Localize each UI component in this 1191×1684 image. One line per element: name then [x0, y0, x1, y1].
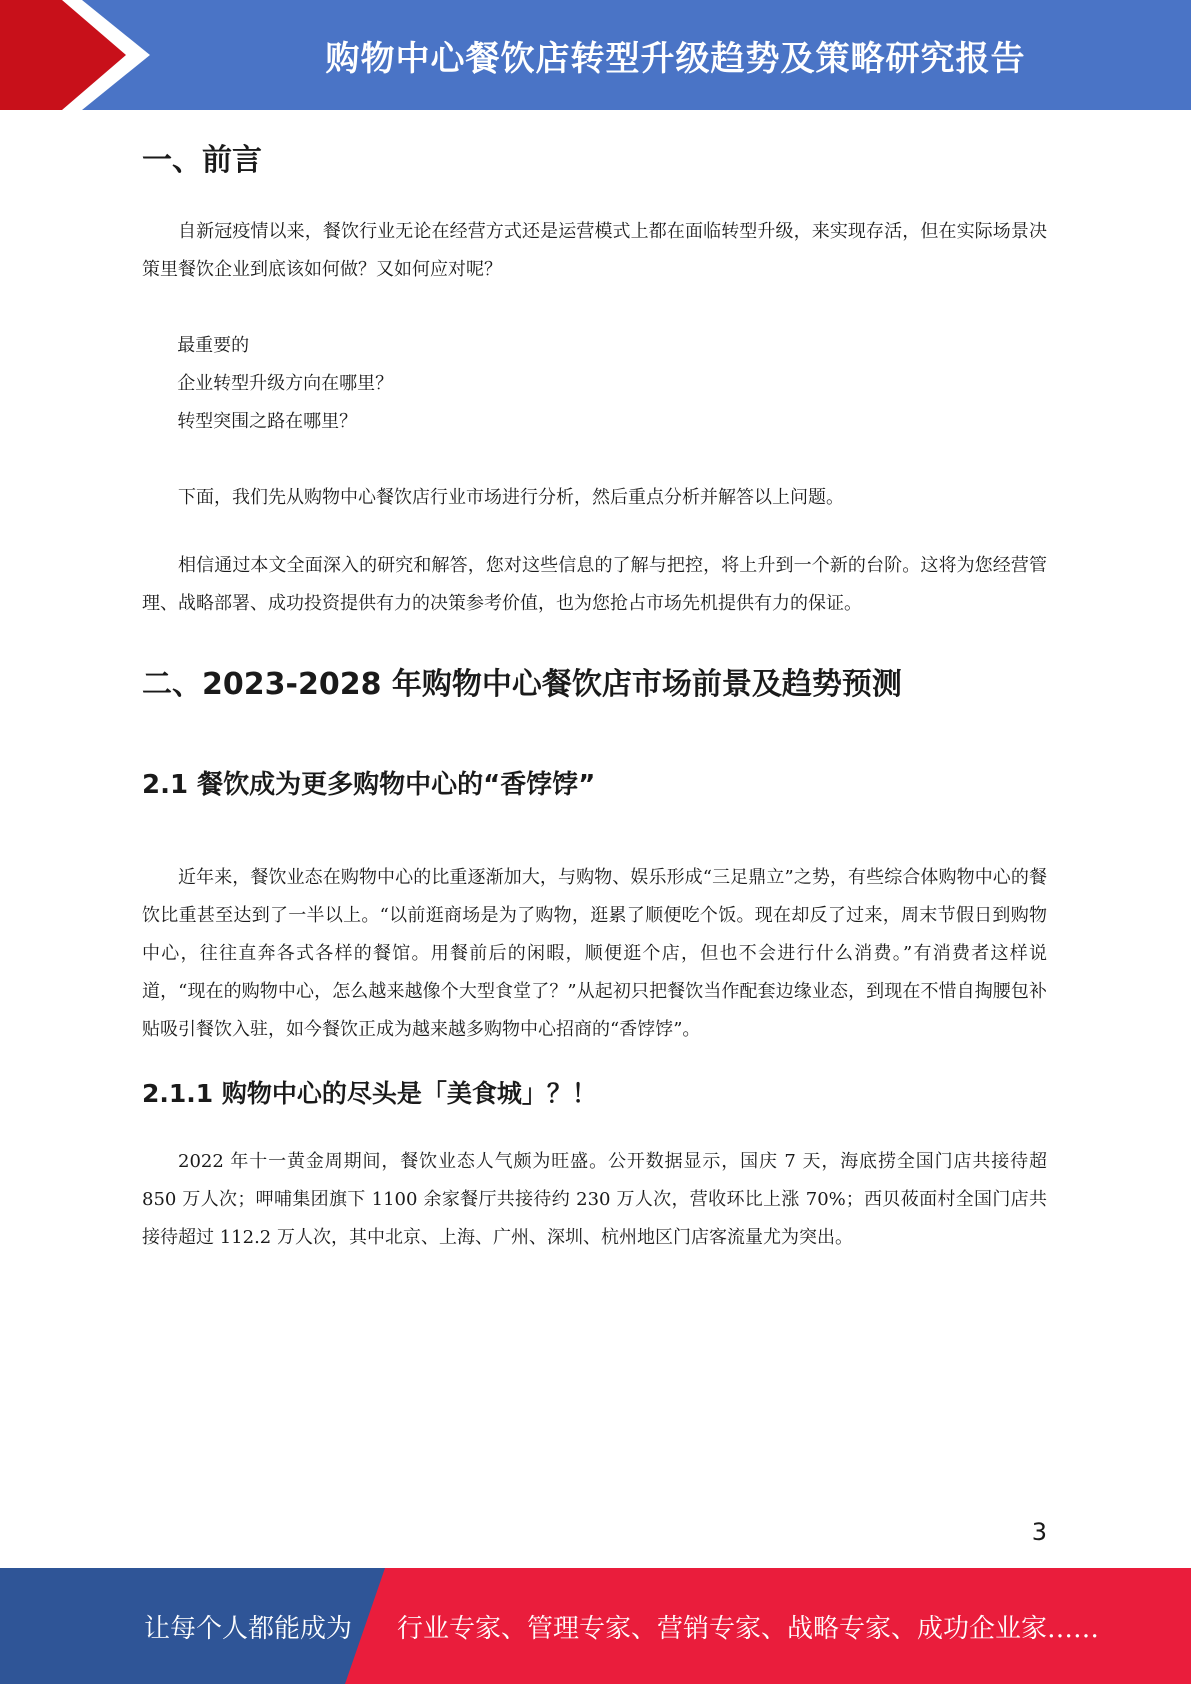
footer-slogan-right: 行业专家、管理专家、营销专家、战略专家、成功企业家…… [397, 1613, 1100, 1644]
footer-banner [0, 1568, 1191, 1684]
section-heading-forecast: 二、2023-2028 年购物中心餐饮店市场前景及趋势预测 [142, 667, 902, 702]
question-list [142, 327, 1047, 441]
list-item: 企业转型升级方向在哪里？ [177, 373, 394, 394]
subsection-heading-2-1-1: 2.1.1 购物中心的尽头是「美食城」？！ [142, 1079, 597, 1108]
subsection-paragraph-2-1: 近年来，餐饮业态在购物中心的比重逐渐加大，与购物、娱乐形成“三足鼎立”之势，有些综合体购物中心的餐饮比重甚至达到了一半以上。“以前逛商场是为了购物，逛累了顺便吃个饭。现在却反了过来，周末节假日到购物中心，往往直奔各式各样的餐馆。用餐前后的闲暇，顺便逛个店，但也不会进行什么消费。”有消费者这样说道，“现在的购物中心，怎么越来越像个大型食堂了？”从起初只把餐饮当作配套边缘业态，到现在不惜自掏腰包补贴吸引餐饮入驻，如今餐饮正成为越来越多购物中心招商的“香饽饽”。 [142, 867, 1047, 1040]
report-title: 购物中心餐饮店转型升级趋势及策略研究报告 [325, 38, 1026, 79]
footer-slogan-left: 让每个人都能成为 [144, 1613, 353, 1644]
preface-paragraph-2: 下面，我们先从购物中心餐饮店行业市场进行分析，然后重点分析并解答以上问题。 [178, 487, 844, 508]
section-heading-preface: 一、前言 [142, 143, 262, 178]
header-banner [0, 0, 1191, 110]
subsection-heading-2-1: 2.1 餐饮成为更多购物中心的“香饽饽” [142, 770, 596, 800]
page-number: 3 [1031, 1518, 1047, 1546]
list-item: 最重要的 [177, 335, 250, 356]
main-content [142, 135, 1047, 1257]
preface-paragraph-1: 自新冠疫情以来，餐饮行业无论在经营方式还是运营模式上都在面临转型升级，来实现存活，但在实际场景决策里餐饮企业到底该如何做？又如何应对呢？ [142, 221, 1047, 280]
preface-paragraph-3: 相信通过本文全面深入的研究和解答，您对这些信息的了解与把控，将上升到一个新的台阶。这将为您经营管理、战略部署、成功投资提供有力的决策参考价值，也为您抢占市场先机提供有力的保证。 [142, 555, 1047, 614]
subsection-paragraph-2-1-1: 2022 年十一黄金周期间，餐饮业态人气颇为旺盛。公开数据显示，国庆 7 天，海底捞全国门店共接待超 850 万人次；呷哺集团旗下 1100 余家餐厅共接待约 230 万人次，营收环比上涨 70%；西贝莜面村全国门店共接待超过 112.2 万人次，其中北京、上海、广州、深圳、杭州地区门店客流量尤为突出。 [142, 1151, 1047, 1248]
list-item: 转型突围之路在哪里？ [177, 411, 358, 432]
